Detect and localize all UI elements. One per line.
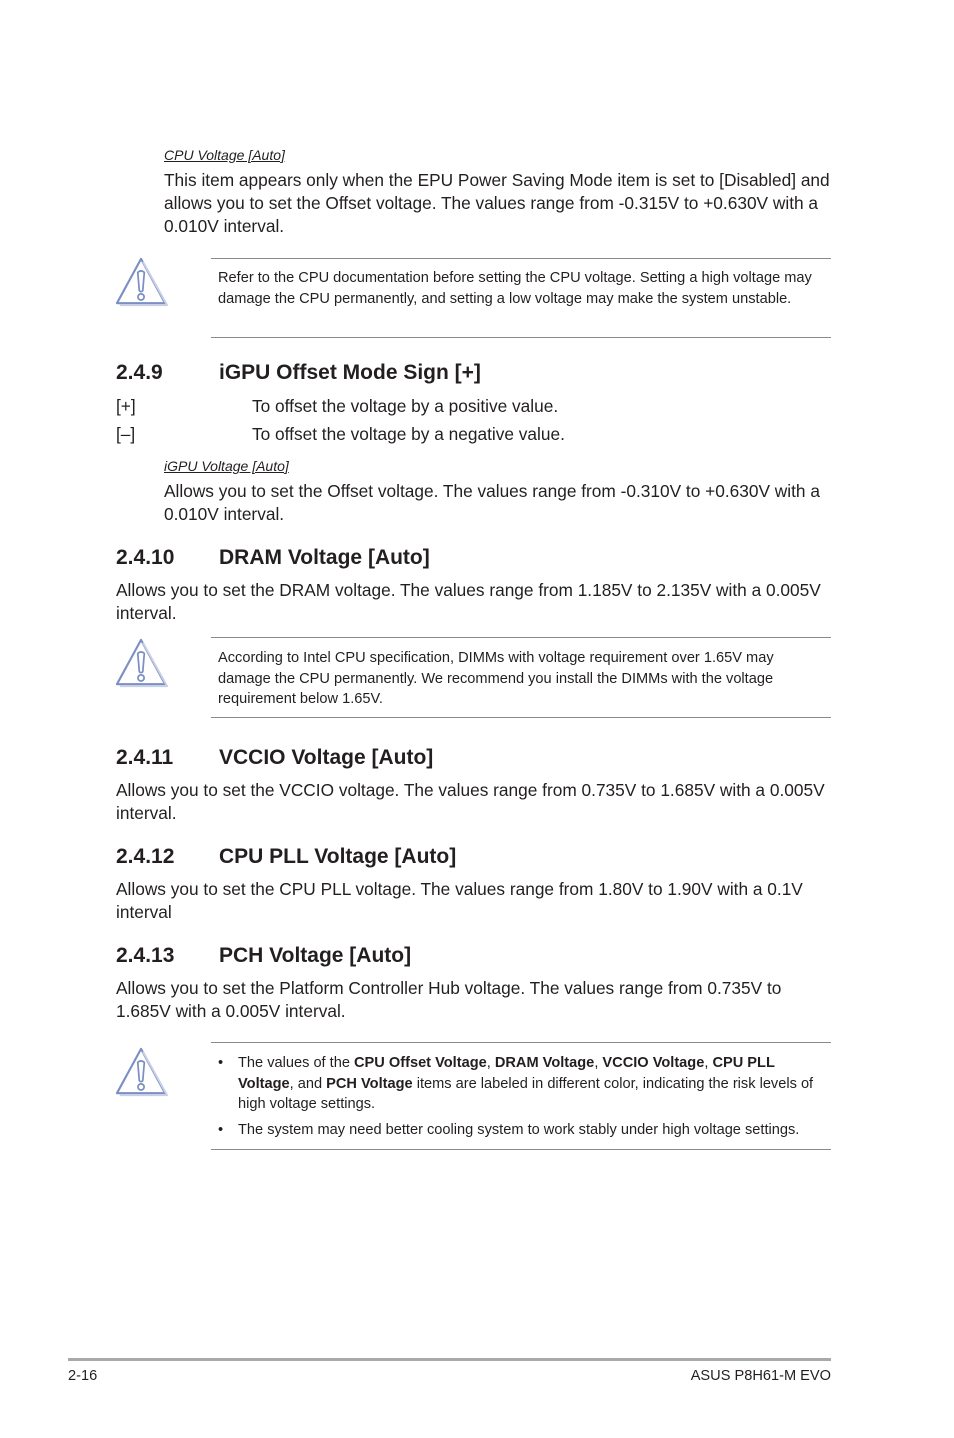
section-heading-dram-voltage [116,546,816,572]
warning-bottom-rule [211,1149,831,1150]
option-key-positive: [+] [116,396,136,416]
footer-rule [68,1358,831,1361]
section-title: CPU PLL Voltage [Auto] [219,845,457,868]
section-title: DRAM Voltage [Auto] [219,546,430,569]
section-heading-pch-voltage [116,944,816,970]
product-name: ASUS P8H61-M EVO [690,1368,831,1384]
section-heading-vccio-voltage [116,746,816,772]
cpu-voltage-description: This item appears only when the EPU Power Saving Mode item is set to [Disabled] and allows you to set the Offset voltage. The values range from -0.315V to +0.630V with a 0.010V interval. [164,170,830,236]
warning-top-rule [211,258,831,259]
option-key-negative: [–] [116,424,136,444]
cpu-pll-voltage-description: Allows you to set the CPU PLL voltage. The values range from 1.80V to 1.90V with a 0.1V interval [116,879,803,922]
section-number: 2.4.10 [116,546,175,569]
warning-top-rule [211,1042,831,1043]
vccio-voltage-description: Allows you to set the VCCIO voltage. The values range from 0.735V to 1.685V with a 0.005V interval. [116,780,825,823]
section-number: 2.4.9 [116,361,163,384]
warning-triangle-icon [114,1046,170,1098]
warning-top-rule [211,637,831,638]
section-number: 2.4.12 [116,845,175,868]
section-heading-igpu-offset [116,361,816,387]
bullet-dot: • [218,1122,224,1138]
dram-voltage-description: Allows you to set the DRAM voltage. The values range from 1.185V to 2.135V with a 0.005V interval. [116,580,821,623]
cpu-voltage-label: CPU Voltage [Auto] [164,147,285,163]
bullet-text: The system may need better cooling system to work stably under high voltage settings. [238,1122,800,1138]
warning-bottom-rule [211,717,831,718]
page-number: 2-16 [68,1368,98,1384]
section-heading-cpu-pll-voltage [116,845,816,871]
igpu-voltage-label: iGPU Voltage [Auto] [164,458,289,474]
bullet-text: The values of the CPU Offset Voltage, DRAM Voltage, VCCIO Voltage, CPU PLL Voltage, and PCH Voltage items are labeled in different color, indicating the risk levels of high voltage settings. [238,1055,814,1112]
section-number: 2.4.13 [116,944,175,967]
bullet-dot: • [218,1055,224,1071]
option-desc-negative: To offset the voltage by a negative value. [252,424,565,444]
section-title: VCCIO Voltage [Auto] [219,746,434,769]
warning-bullet-cooling [218,1120,828,1141]
section-title: PCH Voltage [Auto] [219,944,412,967]
igpu-voltage-description: Allows you to set the Offset voltage. The values range from -0.310V to +0.630V with a 0.010V interval. [164,481,820,524]
section-title: iGPU Offset Mode Sign [+] [219,361,481,384]
section-number: 2.4.11 [116,746,174,769]
warning-dimm-text: According to Intel CPU specification, DIMMs with voltage requirement over 1.65V may damage the CPU permanently. We recommend you install the DIMMs with the voltage requirement below 1.65V. [218,650,774,707]
warning-triangle-icon [114,256,170,308]
pch-voltage-description: Allows you to set the Platform Controller Hub voltage. The values range from 0.735V to 1.685V with a 0.005V interval. [116,978,782,1021]
warning-triangle-icon [114,637,170,689]
warning-bottom-rule [211,337,831,338]
option-desc-positive: To offset the voltage by a positive value. [252,396,559,416]
warning-cpu-voltage-text: Refer to the CPU documentation before setting the CPU voltage. Setting a high voltage may damage the CPU permanently, and setting a low voltage may make the system unstable. [218,270,812,307]
warning-bullet-risk-colors [218,1053,828,1115]
